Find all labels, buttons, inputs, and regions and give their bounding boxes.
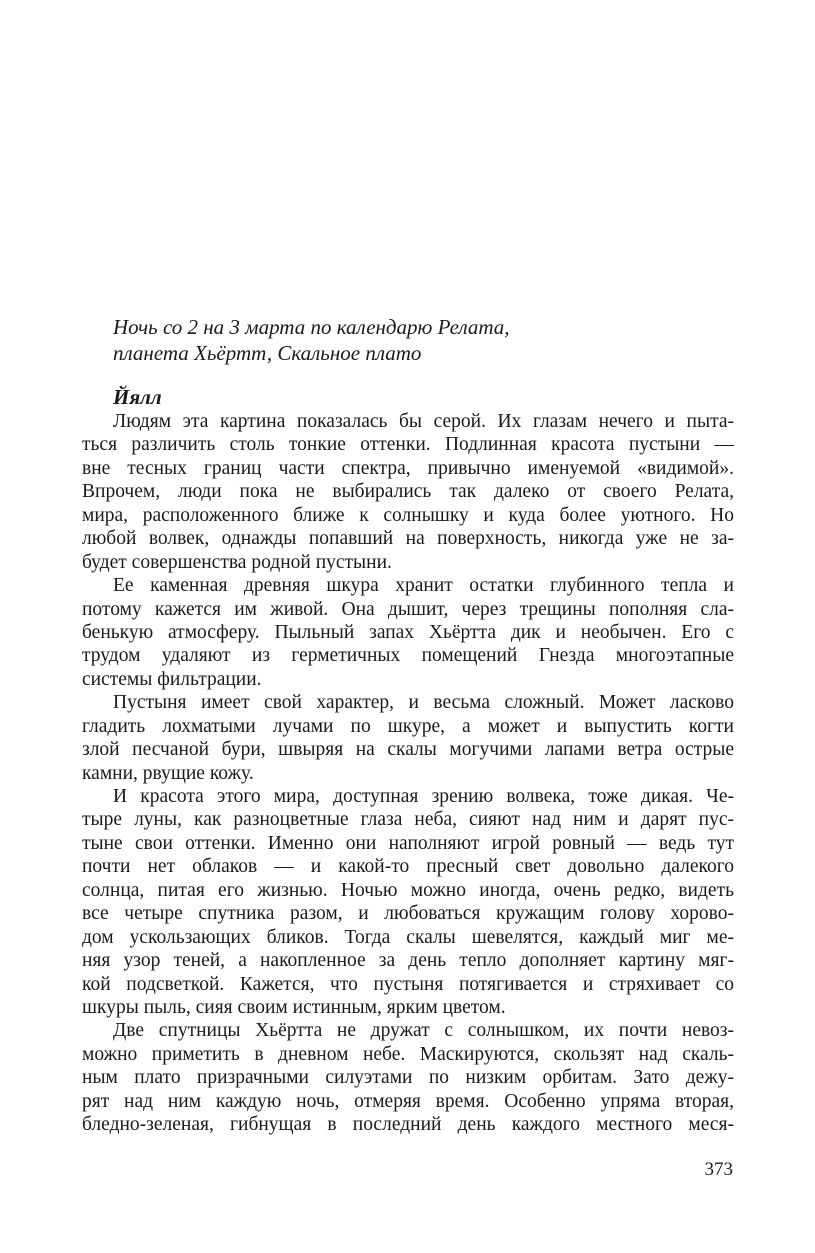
- text-line: дом ускользающих бликов. Тогда скалы шевелятся, каждый миг ме-: [82, 926, 734, 948]
- text-line: И красота этого мира, доступная зрению волвека, тоже дикая. Че-: [113, 786, 734, 807]
- text-line: шкуры пыль, сияя своим истинным, ярким цветом.: [82, 996, 506, 1018]
- text-line: бенькую атмосферу. Пыльный запах Хьёртта дик и необычен. Его с: [82, 621, 734, 643]
- epigraph-line: Ночь со 2 на 3 марта по календарю Релата,: [113, 315, 510, 339]
- text-line: Две спутницы Хьёртта не дружат с солнышком, их почти невоз-: [113, 1020, 734, 1042]
- text-line: будет совершенства родной пустыни.: [82, 551, 392, 573]
- body-text: [82, 410, 734, 1137]
- text-line: ным плато призрачными силуэтами по низким орбитам. Зато дежу-: [82, 1067, 734, 1089]
- text-line: ться различить столь тонкие оттенки. Подлинная красота пустыни —: [82, 434, 734, 456]
- page-number: 373: [704, 1159, 733, 1180]
- text-line: вне тесных границ части спектра, привычно именуемой «видимой».: [82, 457, 734, 479]
- text-line: бледно-зеленая, гибнущая в последний день каждого местного меся-: [82, 1114, 734, 1136]
- epigraph-line: планета Хьёртт, Скальное плато: [113, 341, 422, 365]
- text-line: мира, расположенного ближе к солнышку и куда более уютного. Но: [82, 504, 734, 526]
- text-line: гладить лохматыми лучами по шкуре, а может и выпустить когти: [82, 715, 734, 737]
- epigraph: [113, 314, 733, 366]
- chapter-heading: Йялл: [113, 385, 162, 409]
- text-line: трудом удаляют из герметичных помещений Гнезда многоэтапные: [82, 645, 734, 667]
- text-line: потому кажется им живой. Она дышит, через трещины пополняя сла-: [82, 598, 734, 620]
- text-line: Впрочем, люди пока не выбирались так далеко от своего Релата,: [82, 481, 734, 503]
- text-line: няя узор теней, а накопленное за день тепло дополняет картину мяг-: [82, 950, 734, 972]
- text-line: тыре луны, как разноцветные глаза неба, сияют над ним и дарят пус-: [82, 809, 734, 831]
- text-line: злой песчаной бури, швыряя на скалы могучими лапами ветра острые: [82, 739, 734, 761]
- text-line: кой подсветкой. Кажется, что пустыня потягивается и стряхивает со: [82, 973, 734, 995]
- text-line: тыне свои оттенки. Именно они наполняют игрой ровный — ведь тут: [82, 832, 734, 854]
- text-line: системы фильтрации.: [82, 668, 262, 690]
- text-line: Ее каменная древняя шкура хранит остатки глубинного тепла и: [113, 575, 734, 597]
- text-line: камни, рвущие кожу.: [82, 762, 254, 784]
- text-line: солнца, питая его жизнью. Ночью можно иногда, очень редко, видеть: [82, 879, 734, 901]
- text-line: любой волвек, однажды попавший на поверхность, никогда уже не за-: [82, 528, 734, 550]
- text-line: почти нет облаков — и какой-то пресный свет довольно далекого: [82, 856, 734, 878]
- text-line: Людям эта картина показалась бы серой. Их глазам нечего и пыта-: [113, 411, 734, 432]
- text-line: можно приметить в дневном небе. Маскируются, скользят над скаль-: [82, 1043, 734, 1065]
- text-line: все четыре спутника разом, и любоваться кружащим голову хорово-: [82, 903, 734, 925]
- text-line: рят над ним каждую ночь, отмеряя время. Особенно упряма вторая,: [82, 1090, 734, 1112]
- text-line: Пустыня имеет свой характер, и весьма сложный. Может ласково: [113, 692, 734, 714]
